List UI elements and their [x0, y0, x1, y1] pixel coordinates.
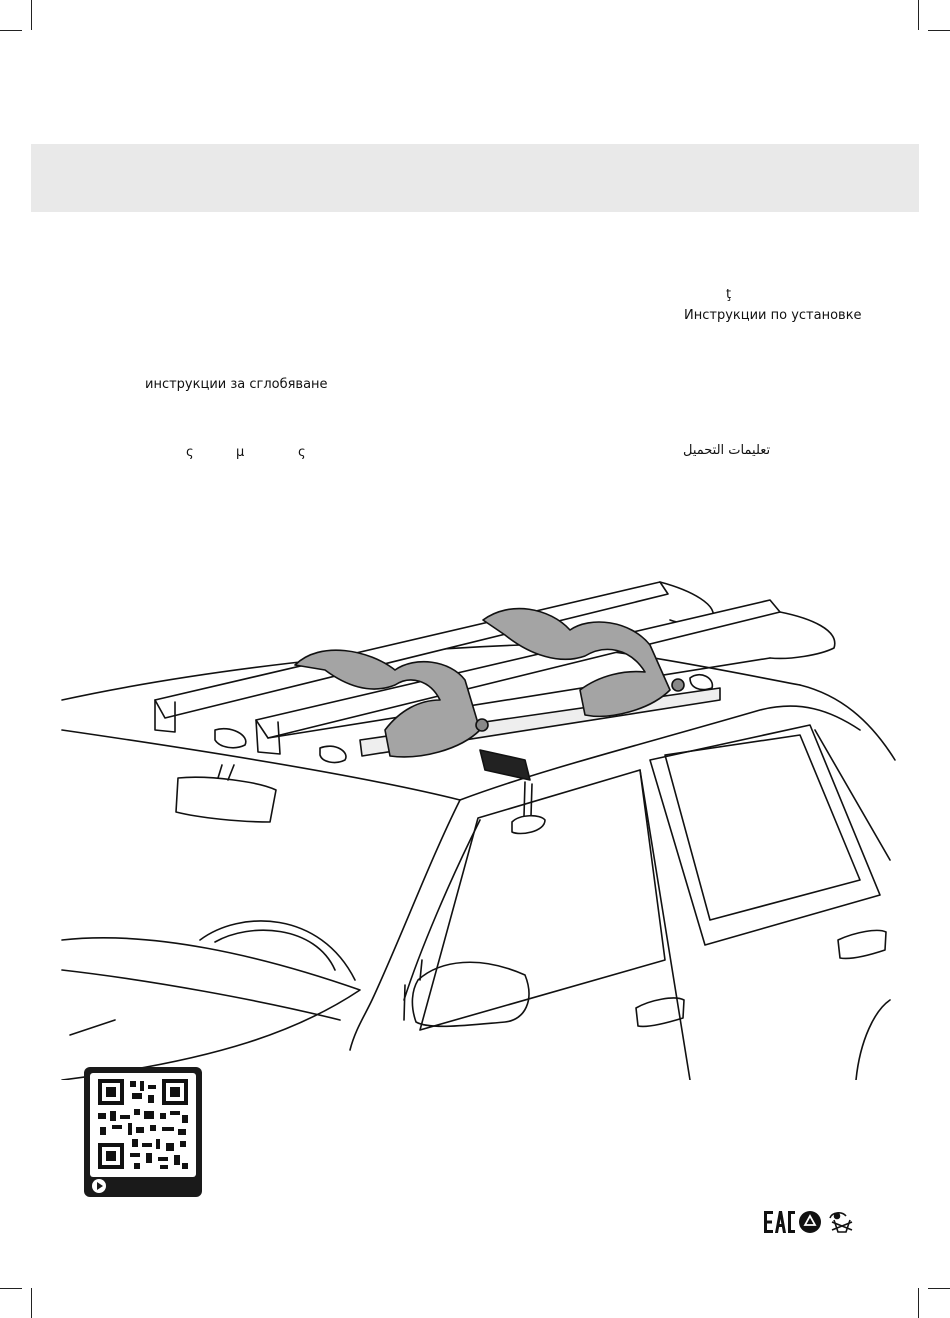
ski-carrier-illustration	[0, 560, 950, 1080]
header-banner	[31, 144, 919, 212]
label-arabic: تعليمات التحميل	[683, 443, 771, 458]
crop-mark-bottom-left	[31, 1288, 32, 1318]
crop-mark-bottom-right-h	[928, 1288, 950, 1289]
eac-mark	[764, 1211, 795, 1233]
label-russian: Инструкции по установке	[684, 308, 862, 323]
crop-mark-bottom-right	[918, 1288, 919, 1318]
crop-mark-top-right	[918, 0, 919, 30]
qr-code-block[interactable]	[84, 1067, 202, 1197]
label-romanian: ţ	[726, 287, 732, 302]
label-greek-3: ς	[298, 445, 306, 460]
play-icon[interactable]	[92, 1179, 106, 1193]
crop-mark-bottom-left-h	[0, 1288, 22, 1289]
crop-mark-top-left-h	[0, 30, 22, 31]
crop-mark-top-right-h	[928, 30, 950, 31]
waste-bin-icon	[830, 1213, 852, 1232]
recycle-icon	[799, 1211, 821, 1233]
label-bulgarian: инструкции за сглобяване	[145, 377, 328, 392]
crop-mark-top-left	[31, 0, 32, 30]
label-greek-2: μ	[236, 445, 245, 460]
label-greek-1: ς	[186, 445, 194, 460]
certification-marks	[762, 1208, 858, 1236]
qr-code-pattern	[90, 1073, 196, 1177]
qr-code	[90, 1073, 196, 1177]
